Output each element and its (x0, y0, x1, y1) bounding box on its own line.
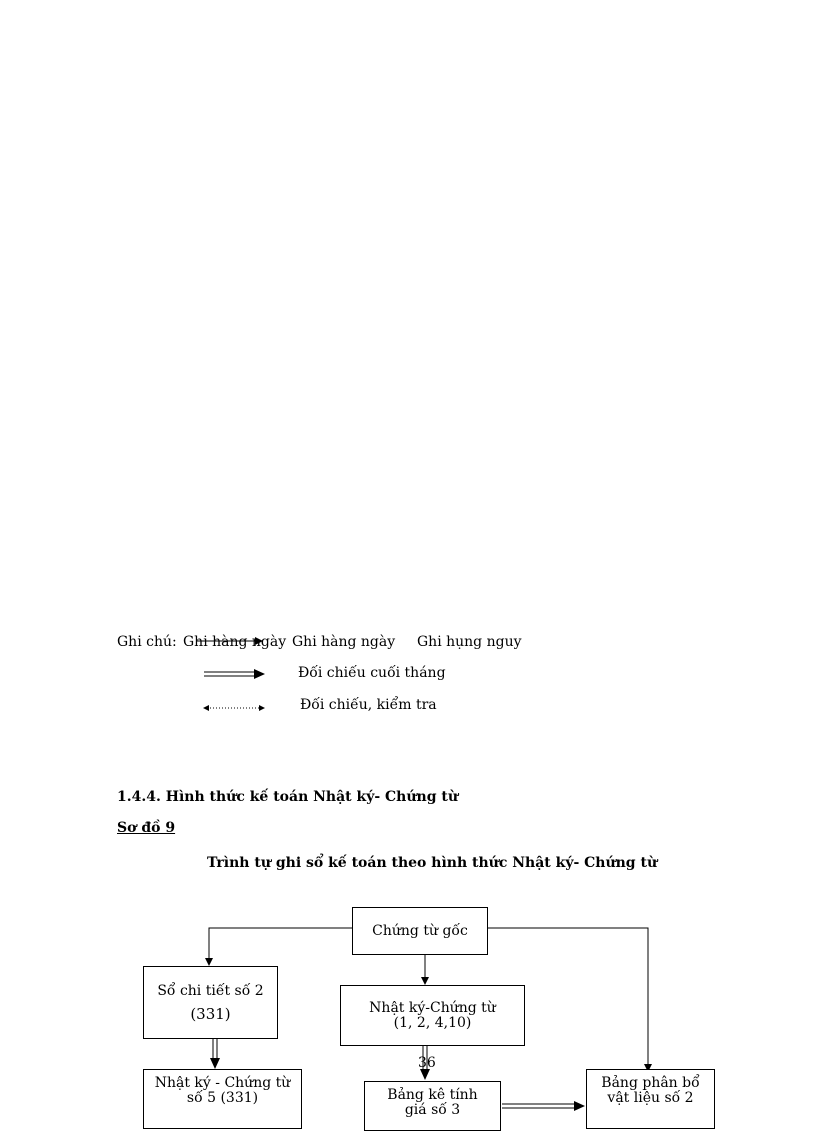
legend-daily-overlay: Ghi hàng ngày (183, 634, 287, 650)
box-source-label: Chứng từ gốc (372, 922, 468, 939)
box-journal-line2: (1, 2, 4,10) (393, 1014, 472, 1031)
legend-daily-label: Ghi hàng ngày (292, 634, 396, 650)
box-cost-line1: Bảng kê tính (387, 1087, 478, 1103)
box-journal-line1: Nhật ký-Chứng từ (369, 999, 496, 1016)
box-cost-table (364, 1081, 501, 1131)
arrow-source-to-detail (209, 928, 352, 965)
box-alloc-line2: vật liệu số 2 (607, 1090, 694, 1106)
box-journal5 (143, 1069, 302, 1129)
page-number: 36 (418, 1055, 436, 1071)
box-journal5-line1: Nhật ký - Chứng từ (154, 1075, 291, 1091)
legend-month-end-label: Đối chiếu cuối tháng (298, 665, 446, 681)
box-alloc-line1: Bảng phân bổ (601, 1075, 700, 1091)
box-source-documents (352, 907, 488, 955)
box-detail-line1: Sổ chi tiết số 2 (157, 982, 264, 999)
arrow-detail-to-journal5-head (210, 1058, 220, 1069)
box-cost-line2: giá số 3 (404, 1102, 461, 1118)
box-detail-book (143, 966, 278, 1039)
box-journal5-line2: số 5 (331) (186, 1090, 259, 1106)
box-journal-vouchers (340, 985, 525, 1046)
legend-prefix: Ghi chú: (117, 634, 177, 650)
legend-garbled-label: Ghi hụng nguy (417, 634, 522, 650)
box-detail-line2: (331) (190, 1004, 231, 1023)
legend-month-end-arrowhead (254, 669, 265, 679)
diagram-label: Sơ đồ 9 (117, 820, 176, 836)
legend-check-label: Đối chiếu, kiểm tra (300, 697, 437, 713)
section-title: 1.4.4. Hình thức kế toán Nhật ký- Chứng từ (117, 789, 459, 805)
box-allocation-table (586, 1069, 715, 1129)
diagram-title: Trình tự ghi sổ kế toán theo hình thức Nhật ký- Chứng từ (207, 855, 658, 871)
arrow-cost-to-allocation-head (574, 1101, 585, 1111)
